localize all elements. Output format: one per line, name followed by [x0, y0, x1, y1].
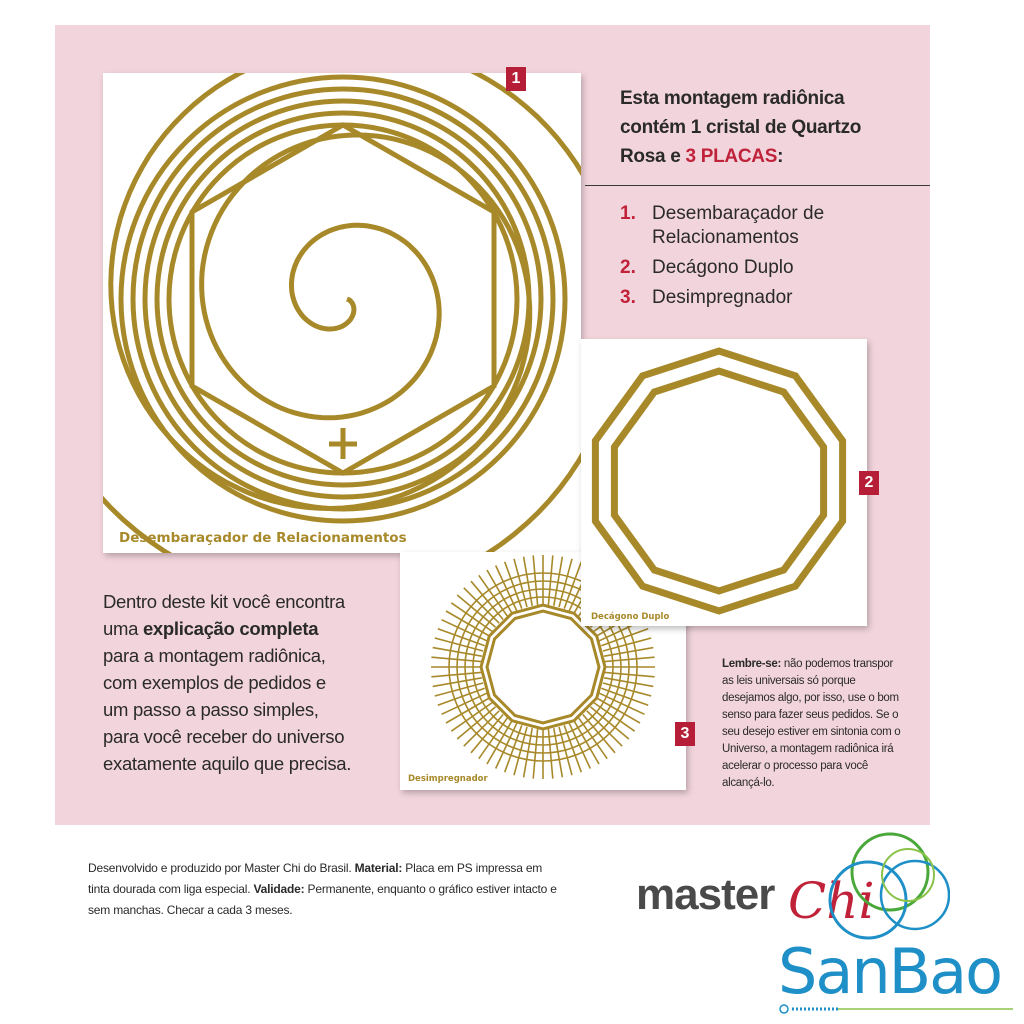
double-decagon-graphic	[581, 339, 867, 626]
list-number: 3.	[620, 287, 636, 308]
note-text: não podemos transpor as leis universais só porque desejamos algo, por isso, use o bom senso para fazer seus pedidos. Se o seu desejo estiver em sintonia com o Universo, a montagem radiônica irá acelerar o processo para você alcançá-lo.	[722, 658, 901, 789]
kit-line2-prefix: uma	[103, 618, 143, 639]
footer-part: Desenvolvido e produzido por Master Chi do Brasil.	[88, 861, 355, 875]
headline-line3-prefix: Rosa e	[620, 146, 686, 167]
plate1-caption: Desembaraçador de Relacionamentos	[119, 530, 407, 546]
list-item	[620, 286, 920, 310]
chi-script-text: Chi	[788, 872, 875, 930]
headline-line3	[620, 142, 910, 171]
footer-text	[88, 858, 558, 921]
list-number: 1.	[620, 203, 636, 224]
kit-line: Dentro deste kit você encontra	[103, 591, 345, 612]
kit-line: um passo a passo simples,	[103, 699, 319, 720]
kit-line: com exemplos de pedidos e	[103, 672, 326, 693]
kit-bold-text: explicação completa	[142, 618, 319, 639]
headline-line1: Esta montagem radiônica	[620, 88, 845, 109]
chi-rings-logo	[780, 830, 950, 950]
list-label-line1: Desembaraçador de	[652, 203, 825, 224]
list-label	[652, 202, 824, 250]
plate3-caption: Desimpregnador	[408, 774, 488, 784]
list-item	[620, 256, 920, 280]
footer-part: Placa em PS impressa em tinta dourada com liga especial.	[88, 861, 543, 896]
plate2-caption: Decágono Duplo	[591, 612, 670, 622]
watermark-underline	[778, 1003, 1018, 1015]
kit-line	[103, 615, 393, 642]
plate1-card	[103, 70, 581, 553]
divider	[585, 185, 930, 186]
plate2-card	[581, 339, 874, 626]
footer-validade-label: Validade:	[253, 882, 305, 896]
sanbao-watermark: SanBao	[778, 935, 1002, 1008]
list-item	[620, 202, 920, 250]
list-label: Desimpregnador	[652, 287, 793, 308]
list-label-line2: Relacionamentos	[652, 227, 799, 248]
headline-line3-suffix: :	[777, 146, 784, 167]
reminder-note	[722, 656, 907, 792]
master-chi-logo: master	[636, 870, 775, 919]
list-label: Decágono Duplo	[652, 257, 794, 278]
kit-line: para a montagem radiônica,	[103, 645, 326, 666]
spiral-hexagon-graphic	[103, 73, 581, 553]
kit-description	[103, 588, 393, 777]
plates-list	[620, 202, 920, 316]
headline-line2: contém 1 cristal de Quartzo	[620, 117, 862, 138]
note-label: Lembre-se:	[722, 658, 781, 670]
list-number: 2.	[620, 257, 636, 278]
kit-line: para você receber do universo	[103, 726, 345, 747]
plate2-badge: 2	[859, 471, 879, 495]
kit-line: exatamente aquilo que precisa.	[103, 753, 352, 774]
plate3-badge: 3	[675, 722, 695, 746]
footer-part: Permanente, enquanto o gráfico estiver intacto e sem manchas. Checar a cada 3 meses.	[88, 882, 557, 917]
kit-headline	[620, 84, 910, 171]
headline-highlight: 3 PLACAS	[685, 146, 778, 167]
plate1-badge: 1	[506, 67, 526, 91]
footer-material-label: Material:	[354, 861, 403, 875]
